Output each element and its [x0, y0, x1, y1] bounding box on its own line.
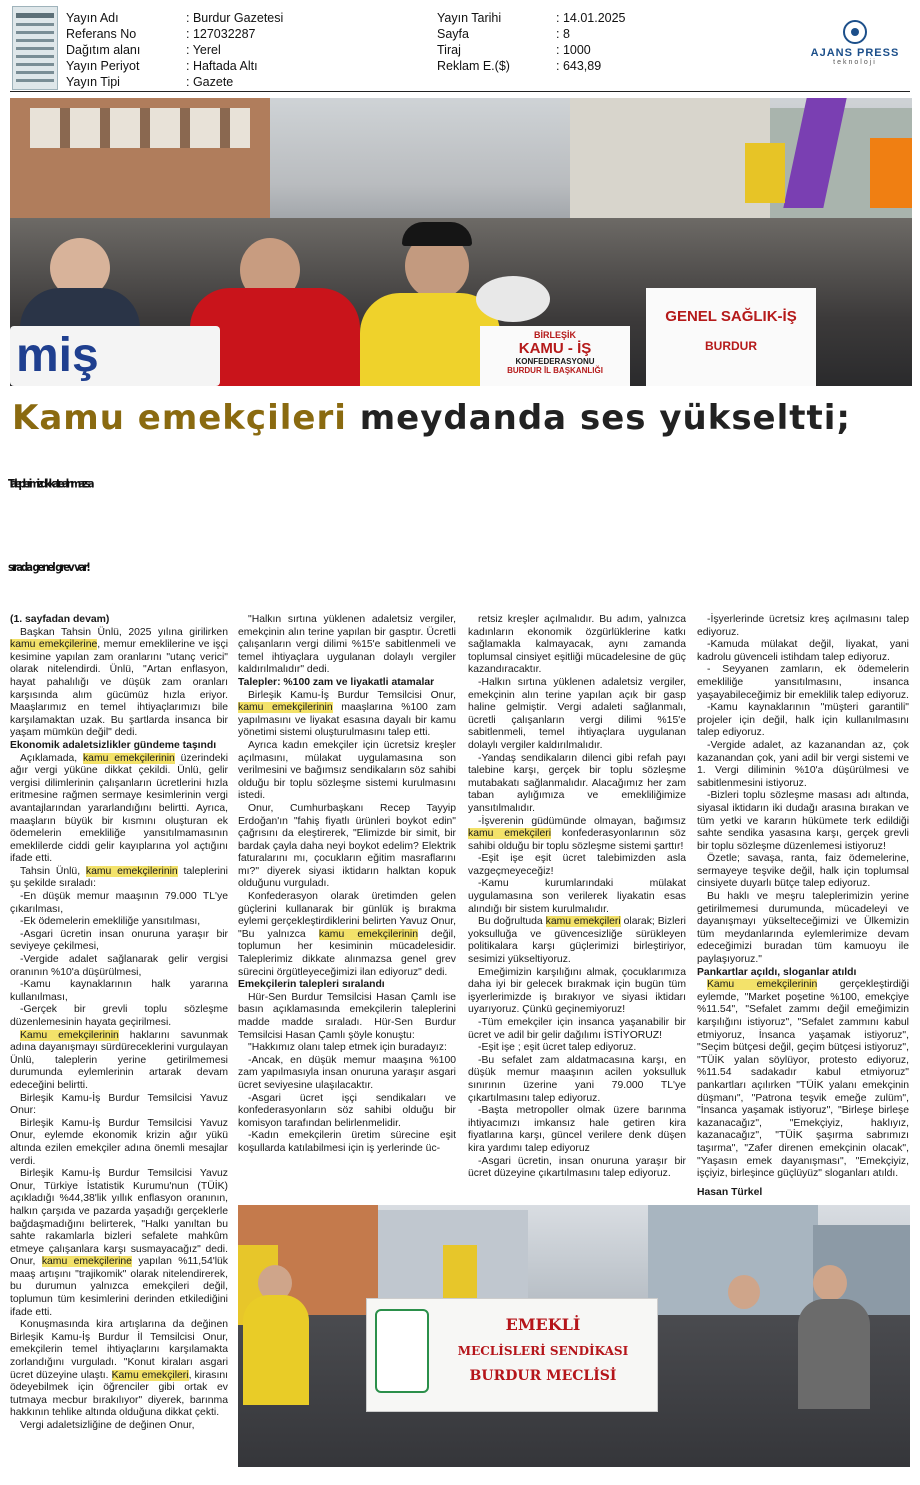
paragraph: Bu doğrultuda kamu emekçileri olarak; Bizleri yoksulluğa ve güvencesizliğe sürükleyen politikalara karşı güçlerimizi birleştiriyor, sesimizi yükseltiyoruz.	[468, 916, 686, 966]
meta-label: Tiraj	[437, 43, 461, 57]
logo-sub: teknoloji	[833, 59, 877, 66]
banner2-line2: MECLİSLERİ SENDİKASI	[457, 1344, 629, 1358]
paragraph: -Asgari ücretin, insan onuruna yaraşır bir ücret düzeyine çıkartılmasını talep ediyoruz.	[468, 1155, 686, 1180]
paragraph: - Seyyanen zamların, ek ödemelerin emekliliğe yansıtılmasını, insanca yaşayabileceğimiz bir emeklilik talep ediyoruz.	[697, 664, 909, 701]
banner-mid-line2: KAMU - İŞ	[518, 340, 592, 357]
paragraph: Kamu emekçilerinin haklarını savunmak adına dayanışmayı sürdüreceklerini vurgulayan Ünlü, taleplerin yerine getirilmemesi durumunda eylemlerinin artarak devam edeceğini belirtti.	[10, 1029, 228, 1091]
paragraph: -Vergide adalet, az kazanandan az, çok kazanandan çok, yani adil bir vergi sistemi ve 1. Vergi diliminin %10'a düşürülmesi ve sabitlenmesini istiyoruz.	[697, 739, 909, 789]
logo-name: AJANS PRESS	[810, 47, 900, 59]
subheading: Talepler: %100 zam ve liyakatli atamalar	[238, 676, 435, 688]
author-byline: Hasan Türkel	[697, 1187, 763, 1198]
paragraph: Bu haklı ve meşru taleplerimizin yerine getirilmemesi durumunda, mücadeleyi ve dayanışmayı yükselteceğimizi ve Ülkemizin tüm meydanlarında eylemlerimize devam edeceğimizi buradan tüm kamuoyu ile paylaşıyoruz."	[697, 891, 909, 966]
meta-label: Reklam E.($)	[437, 59, 510, 73]
meta-label: Yayın Tipi	[66, 75, 120, 89]
banner-right-line2: BURDUR	[705, 339, 757, 353]
meta-value: : Burdur Gazetesi	[186, 11, 284, 25]
banner2-line3: BURDUR MECLİSİ	[469, 1368, 617, 1384]
meta-value: : Gazete	[186, 75, 234, 89]
paragraph: Kamu emekçilerinin gerçekleştirdiği eylemde, "Market poşetine %100, emekçiye %11.54", "Sefalet zammı değil emeğimizin karşılığını istiyoruz", "Sefalet zammını kabul etmiyoruz, İnsanca yaşamak istiyoruz", "Seçim bütçesi değil, geçim bütçesi istiyoruz", "TÜİK yalan söylüyor, protesto ediyoruz, %11.54 sadakadır kabul etmiyoruz" pankartları açılırken "TÜİK yalanı emekçinin düşmanı", "Patrona teşvik emeğe zulüm", "İnsanca yaşamak istiyoruz", "Birleşe birleşe kazanacağız", "Emekçiyiz, haklıyız, kazanacağız", "TÜİK şaşırma sabrımızı taşırma", "Zafer direnen emekçinin olacak", "Yaşasın emek dayanışması", "Emekçiyiz, işçiyiz, birleşince güçlüyüz" sloganları atıldı.	[697, 979, 910, 1180]
paragraph: -Yandaş sendikaların dilenci gibi refah payı talebine karşı, gerçek bir toplu sözleşme mutabakatı sağlanmalıdır. Alacağımız her zam taban aylığımıza ve emekliliğimize yansıtılmalıdır.	[468, 752, 686, 814]
meta-value: : Haftada Altı	[186, 59, 258, 73]
paragraph: -Kamu kaynaklarının "müşteri garantili" projeler için değil, halk için kullanılmasını talep ediyoruz.	[697, 702, 909, 739]
paragraph: retsiz kreşler açılmalıdır. Bu adım, yalnızca kadınların ekonomik özgürlüklerine katkı sağlamakla kalmayacak, aynı zamanda toplumsal cinsiyet eşitliği mücadelesine de güç kazandıracaktır.	[468, 614, 686, 676]
kicker-rest: meydanda ses yükseltti;	[346, 398, 852, 438]
paragraph: Birleşik Kamu-İş Burdur Temsilcisi Onur, kamu emekçilerinin maaşlarına %100 zam yapılmasını ve liyakat esasına dayalı bir kamu yönetimi sistemi oluşturulmasını talep etti.	[238, 689, 457, 739]
paragraph: -Kadın emekçilerin üretim sürecine eşit koşullarda katılabilmesi için iş yerlerinde üc-	[238, 1130, 456, 1154]
logo-mark-icon	[843, 20, 867, 44]
newspaper-thumbnail	[12, 6, 58, 90]
paragraph: "Hakkımız olanı talep etmek için buradayız:	[248, 1042, 447, 1054]
headline-line2: sırada genel grev var!	[8, 561, 89, 575]
retirees-photo-bottom	[238, 1205, 910, 1467]
meta-value: : 14.01.2025	[556, 11, 626, 25]
paragraph: -Kamuda mülakat değil, liyakat, yani kadrolu güvenceli istihdam talep ediyoruz.	[697, 639, 909, 663]
paragraph: -Asgari ücret işçi sendikaları ve konfederasyonların söz sahibi olduğu bir komisyon tarafından belirlenmelidir.	[238, 1092, 456, 1129]
meta-value: : 643,89	[556, 59, 602, 73]
paragraph: -Eşit işe ; eşit ücret talep ediyoruz.	[478, 1042, 637, 1054]
header-divider	[10, 91, 910, 92]
banner2-line1: EMEKLİ	[505, 1315, 581, 1334]
paragraph: Ayrıca kadın emekçiler için ücretsiz kreşler açılmasını, mülakat uygulamasına son verilmesini ve bağımsız sendikaların söz sahibi olduğu bir toplu sözleşme sistemi kurulmasını istedi.	[238, 739, 456, 802]
paragraph: Tahsin Ünlü, kamu emekçilerinin taleplerini şu şekilde sıraladı:	[10, 865, 228, 890]
meta-label: Sayfa	[437, 27, 469, 41]
paragraph: -Kamu kaynaklarının halk yararına kullanılması,	[10, 979, 228, 1003]
article-column-4	[697, 614, 909, 1181]
paragraph: Birleşik Kamu-İş Burdur Temsilcisi Yavuz Onur:	[10, 1092, 228, 1117]
paragraph: -İşverenin güdümünde olmayan, bağımsız kamu emekçileri konfederasyonlarının söz sahibi olduğu bir toplu sözleşme sistemi şarttır!	[468, 815, 686, 852]
paragraph: -Tüm emekçiler için insanca yaşanabilir bir ücret ve adil bir gelir dağılımı İSTİYORUZ!	[468, 1017, 686, 1041]
paragraph: Hür-Sen Burdur Temsilcisi Hasan Çamlı ise basın açıklamasında emekçilerin taleplerini madde madde sıraladı. Hür-Sen Burdur Temsilcisi Hasan Çamlı şöyle konuştu:	[238, 991, 456, 1041]
paragraph: Vergi adaletsizliğine de değinen Onur,	[20, 1420, 195, 1431]
paragraph: "Halkın sırtına yüklenen adaletsiz vergiler, emekçinin alın terine yapılan bir gasptır. Ücretli çalışanların vergi dilimi %15'e sabitlenmeli ve temel ihtiyaçlara uygulanan dolaylı vergiler kaldırılmalıdır" dedi.	[238, 614, 456, 676]
article-kicker	[12, 398, 912, 438]
article-column-1	[10, 614, 228, 1433]
subheading: Pankartlar açıldı, sloganlar atıldı	[697, 966, 857, 978]
paragraph: -Asgari ücretin insan onuruna yaraşır bir seviyeye çekilmesi,	[10, 928, 228, 953]
meta-value: : Yerel	[186, 43, 221, 57]
paragraph: Başkan Tahsin Ünlü, 2025 yılına girilirken kamu emekçilerine, memur emeklilerine ve işçi kesimine yapılan zam oranlarını "utanç verici" olarak nitelendirdi. Ünlü, "Artan enflasyon, hayat pahalılığı ve düşük zam oranları karşısında alım gücümüz hızla eriyor. Maaşlarımız en temel ihtiyaçlarımızı bile karşılamaktan uzak. Bu şartlarda insanca bir yaşam mümkün değil" dedi.	[10, 626, 228, 739]
paragraph: Konfederasyon olarak üretimden gelen güçlerini kullanarak bir günlük iş bırakma eylemi gerçekleştirdiklerini belirten Yavuz Onur, "Bu yalnızca kamu emekçilerinin değil, toplumun her kesiminin mücadelesidir. Taleplerimiz dikkate alınmazsa genel grev sürecini örgütleyeceğimizi ilan ediyoruz" dedi.	[238, 891, 456, 978]
meta-label: Referans No	[66, 27, 137, 41]
subheading: Emekçilerin talepleri sıralandı	[238, 979, 385, 991]
meta-value: : 8	[556, 27, 570, 41]
paragraph: -Bizleri toplu sözleşme masası adı altında, siyasal iktidarın iki dudağı arasına bırakan ve tüm yetki ve kararın hükümete terk edildiği sahte sendika yasasına karşı, gerçek grevli bir toplu sözleşme düzenlemesi istiyoruz!	[697, 790, 909, 852]
paragraph: -Eşit işe eşit ücret talebimizden asla vazgeçmeyeceğiz!	[468, 853, 686, 877]
paragraph: -Başta metropoller olmak üzere barınma ihtiyacımızı imkansız hale getiren kira fiyatlarına karşı, güncel verilere denk düşen kira yardımı talep ediyoruz	[468, 1105, 686, 1154]
article-column-2	[238, 614, 456, 1156]
paragraph: Özetle; savaşa, ranta, faiz ödemelerine, sermayeye teşvike değil, halk için toplumsal cinsiyete duyarlı bütçe talep ediyoruz.	[697, 853, 909, 890]
meta-label: Dağıtım alanı	[66, 43, 141, 57]
paragraph: Onur, Cumhurbaşkanı Recep Tayyip Erdoğan'ın "fahiş fiyatlı ürünleri boykot edin" çağrısını da eleştirerek, "Elimizde bir simit, bir bardak çayla daha neyi boykot edelim? Elektrik faturalarını mı, çocukların eğitim masraflarını mı?" diyerek siyasi iktidarın halktan kopuk olduğunu vurguladı.	[238, 802, 456, 890]
banner-mid-line4: BURDUR İL BAŞKANLIĞI	[507, 366, 603, 375]
paragraph: Konuşmasında kira artışlarına da değinen Birleşik Kamu-İş Burdur İl Temsilcisi Onur, emekçilerin temel ihtiyaçlarını karşılamakta zorlandığını vurguladı. "Konut kiraları asgari ücret düzeyine ulaştı. Kamu emekçileri, kirasını ödeyebilmek için öğrenciler gibi ortak ev tutmaya mecbur bırakılıyor" diyerek, barınma hakkının tehlike altında olduğuna dikkat çekti.	[10, 1319, 228, 1419]
paragraph: -Gerçek bir grevli toplu sözleşme düzenlemesinin hayata geçirilmesi.	[10, 1004, 228, 1028]
paragraph: -Ancak, en düşük memur maaşına %100 zam yapılmasıyla insan onuruna yaraşır asgari ücret seviyesine ulaşılacaktır.	[238, 1054, 456, 1091]
paragraph: Emeğimizin karşılığını almak, çocuklarımıza daha iyi bir gelecek bırakmak için bugün tüm işyerlerimizde iş bırakıyor ve siyasi iktidarı uyarıyoruz. Çünkü geçinemiyoruz!	[468, 966, 686, 1016]
banner-left-text: miş	[16, 329, 99, 382]
kicker-highlight: Kamu emekçileri	[12, 398, 347, 438]
paragraph: Birleşik Kamu-İş Burdur Temsilcisi Yavuz Onur, eylemde ekonomik krizin ağır yükü altında ezilen emekçiler adına önemli mesajlar verdi.	[10, 1117, 228, 1167]
paragraph: -Bu sefalet zam aldatmacasına karşı, en düşük memur maaşının acilen yoksulluk sınırının üzerine yani 79.000 TL'ye çıkartılmasını talep ediyoruz.	[468, 1054, 686, 1104]
paragraph: -Kamu kurumlarındaki mülakat uygulamasına son verilerek liyakatin esas alındığı bir sistem kurulmalıdır.	[468, 878, 686, 915]
ajans-press-logo	[800, 20, 910, 64]
protest-photo-top	[10, 98, 912, 386]
paragraph: -Vergide adalet sağlanarak gelir vergisi oranının %10'a düşürülmesi,	[10, 954, 228, 978]
subheading: (1. sayfadan devam)	[10, 614, 110, 625]
meta-label: Yayın Adı	[66, 11, 119, 25]
banner-right-line1: GENEL SAĞLIK-İŞ	[665, 308, 797, 325]
meta-value: : 1000	[556, 43, 591, 57]
headline-line1: Taleplerimiz dikkate alınmazsa	[8, 478, 92, 491]
banner-mid-line3: KONFEDERASYONU	[515, 357, 595, 366]
meta-label: Yayın Tarihi	[437, 11, 502, 25]
paragraph: -Ek ödemelerin emekliliğe yansıtılması,	[20, 916, 201, 928]
paragraph: -Halkın sırtına yüklenen adaletsiz vergiler, emekçinin alın terine yapılan açık bir gasp haline gelmiştir. Vergi adaleti sağlanmalı, ücretli çalışanların vergi dilimi %15'e sabitlenmeli, temel ihtiyaçlara uygulanan dolaylı vergiler kaldırılmalıdır.	[468, 676, 686, 751]
paragraph: Birleşik Kamu-İş Burdur Temsilcisi Yavuz Onur, Türkiye İstatistik Kurumu'nun (TÜİK) açıkladığı %44,38'lik yıllık enflasyon oranının, halkın çarşıda ve pazarda yaşadığı gerçeklerle bağdaşmadığını belirterek, "Halkı yanıltan bu sahte rakamlarla bizleri sefalete mahkûm etmeye çalışanlara karşı susmayacağız" dedi. Onur, kamu emekçilerine yapılan %11,54'lük maaş artışını "trajikomik" olarak nitelendirerek, bu durumun yalnızca emekçileri değil, toplumun tüm kesimlerini derinden etkilediğini ifade etti.	[10, 1168, 228, 1318]
paragraph: Açıklamada, kamu emekçilerinin üzerindeki ağır vergi yüküne dikkat çekildi. Ünlü, gelir vergisi dilimlerinin çalışanların ücretlerini hızla eritmesine rağmen sermaye kesimlerinin vergi avantajlarından yararlandığını belirtti. Ayrıca, maaşların büyük bir kısmını oluşturan ek ödemelerin emekliliğe yansıtılmamasının emeklilerde ciddi gelir kayıplarına yol açtığını ifade etti.	[10, 752, 229, 865]
meta-label: Yayın Periyot	[66, 59, 140, 73]
meta-value: : 127032287	[186, 27, 256, 41]
paragraph: -En düşük memur maaşının 79.000 TL'ye çıkarılması,	[10, 891, 228, 915]
banner-mid-line1: BİRLEŞİK	[533, 330, 576, 340]
subheading: Ekonomik adaletsizlikler gündeme taşındı	[10, 739, 217, 751]
paragraph: -İşyerlerinde ücretsiz kreş açılmasını talep ediyoruz.	[697, 614, 909, 638]
article-column-3	[468, 614, 686, 1181]
